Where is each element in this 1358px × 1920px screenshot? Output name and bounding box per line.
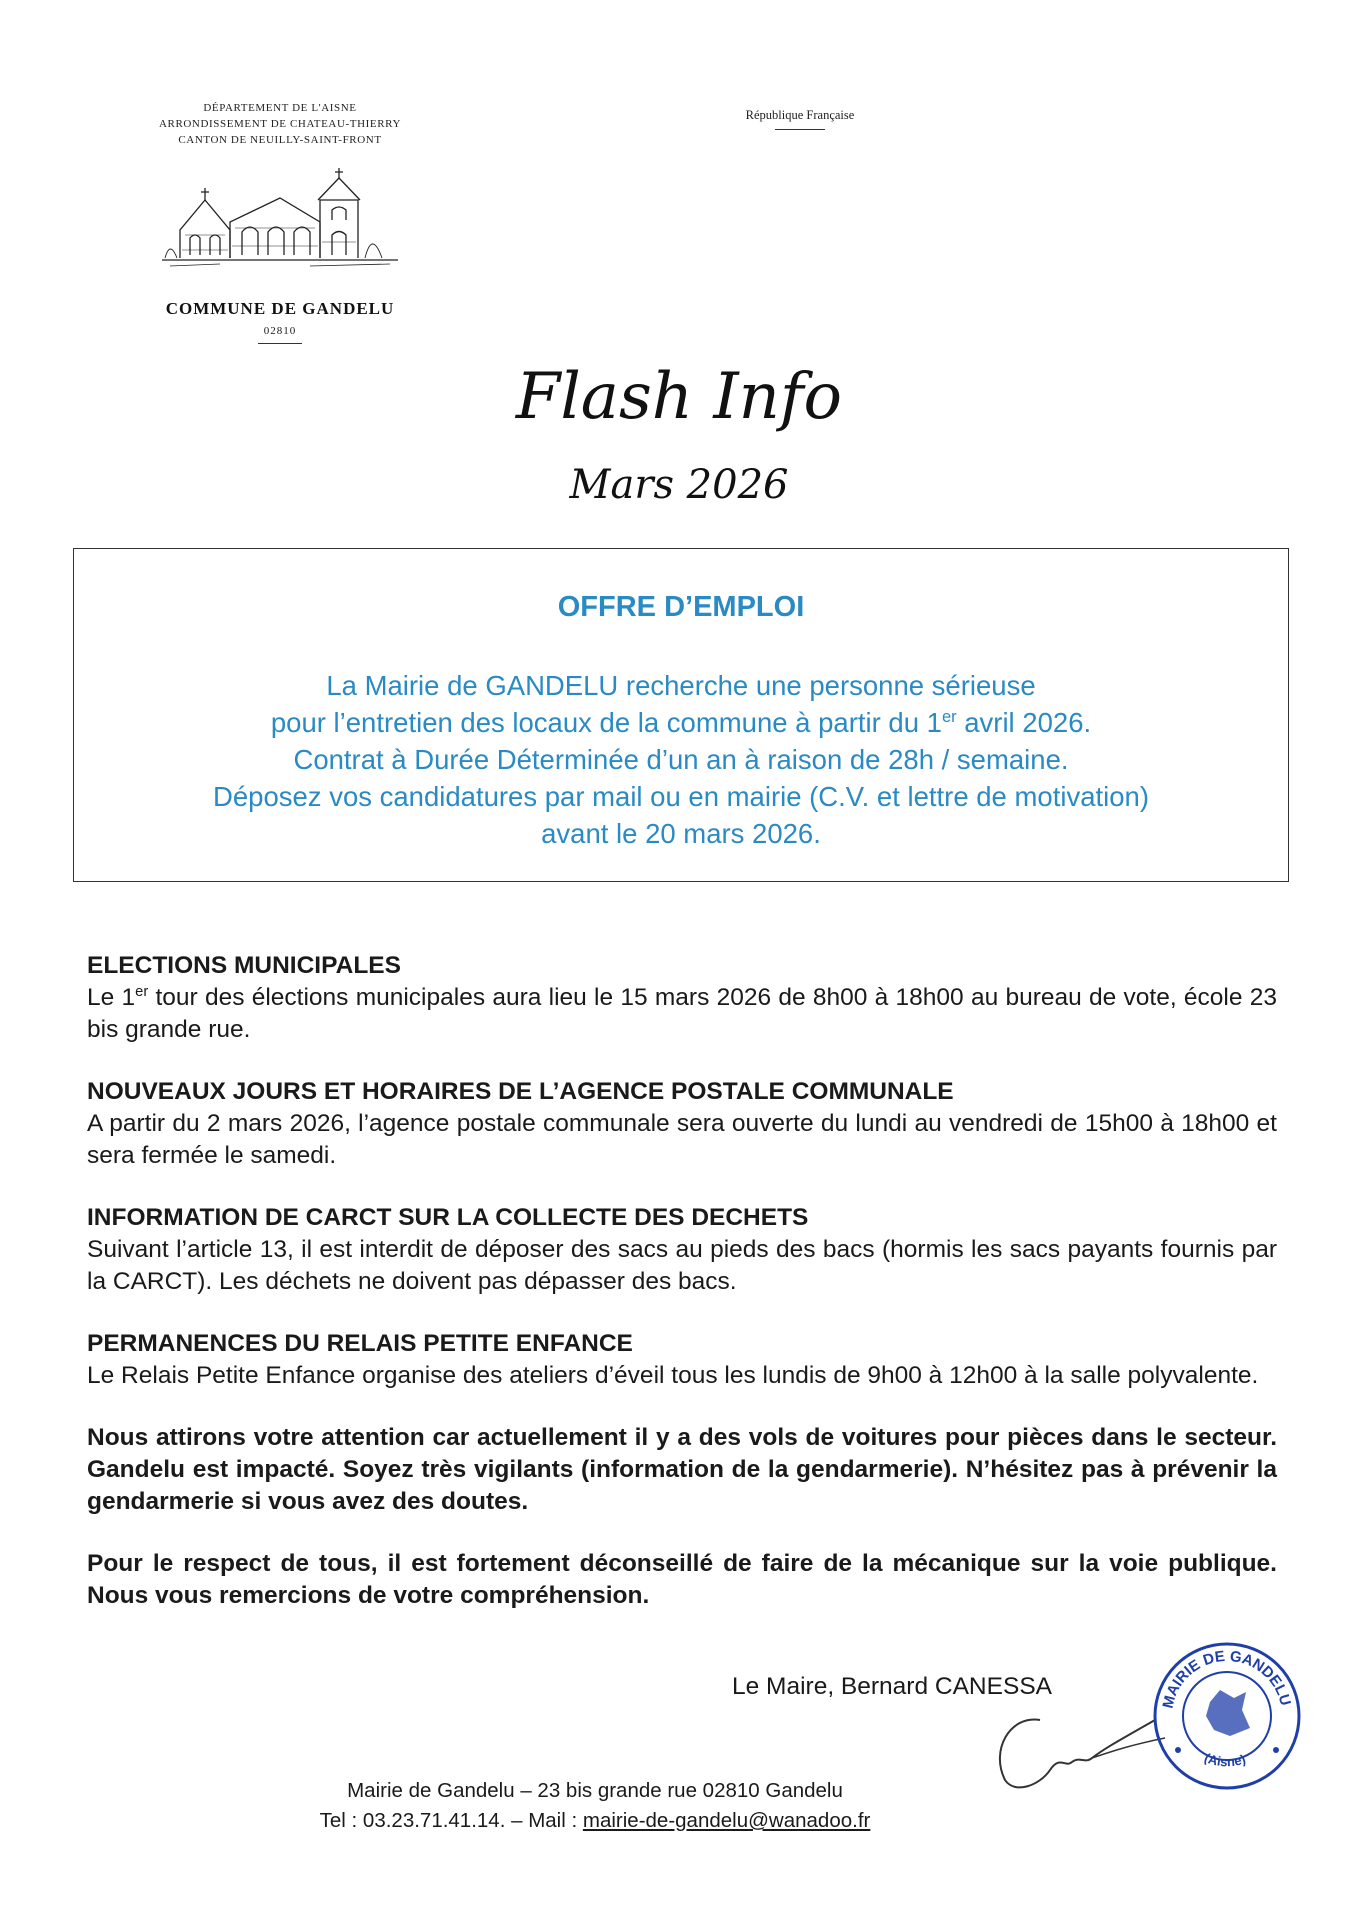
job-offer-line-4: Déposez vos candidatures par mail ou en mairie (C.V. et lettre de motivation) bbox=[213, 781, 1149, 812]
section-title: PERMANENCES DU RELAIS PETITE ENFANCE bbox=[87, 1330, 633, 1357]
page-month: Mars 2026 bbox=[569, 462, 789, 508]
section-text bbox=[87, 982, 1277, 1046]
section-title: INFORMATION DE CARCT SUR LA COLLECTE DES DECHETS bbox=[87, 1204, 809, 1231]
job-offer-title: OFFRE D’EMPLOI bbox=[557, 591, 805, 623]
job-offer-line-3: Contrat à Durée Déterminée d’un an à raison de 28h / semaine. bbox=[293, 744, 1069, 775]
section-relais bbox=[87, 1328, 1277, 1392]
mechanics-warning: Pour le respect de tous, il est fortement déconseillé de faire de la mécanique sur la voie publique. Nous vous remercions de votre compréhension. bbox=[87, 1550, 1277, 1609]
footer-contact-pre: Tel : 03.23.71.41.14. – Mail : bbox=[319, 1809, 583, 1832]
theft-warning: Nous attirons votre attention car actuellement il y a des vols de voitures pour pièces dans le secteur. Gandelu est impacté. Soyez très vigilants (information de la gendarmerie). N’hésitez pas à prévenir la gendarmerie si vous avez des doutes. bbox=[87, 1424, 1277, 1515]
section-carct bbox=[87, 1202, 1277, 1298]
svg-text:(Aisne) bbox=[1202, 1750, 1247, 1769]
arrondissement-line: ARRONDISSEMENT DE CHATEAU-THIERRY bbox=[158, 118, 402, 130]
job-offer-line-2-sup: er bbox=[941, 707, 957, 726]
job-offer-line-5: avant le 20 mars 2026. bbox=[541, 818, 821, 849]
commune-header bbox=[130, 100, 430, 344]
elections-text-pre: Le 1 bbox=[87, 984, 136, 1011]
section-title: NOUVEAUX JOURS ET HORAIRES DE L’AGENCE POSTALE COMMUNALE bbox=[87, 1078, 954, 1105]
postcode: 02810 bbox=[263, 325, 297, 337]
job-offer-text bbox=[74, 667, 1288, 852]
header-rule bbox=[258, 343, 302, 344]
footer-address: Mairie de Gandelu – 23 bis grande rue 02810 Gandelu bbox=[347, 1779, 843, 1802]
page-title: Flash Info bbox=[515, 360, 843, 434]
section-title: ELECTIONS MUNICIPALES bbox=[87, 952, 401, 979]
mayor-signature-line: Le Maire, Bernard CANESSA bbox=[732, 1673, 1052, 1700]
section-elections bbox=[87, 950, 1277, 1046]
section-text: A partir du 2 mars 2026, l’agence postale communale sera ouverte du lundi au vendredi de 15h00 à 18h00 et sera fermée le samedi. bbox=[87, 1110, 1277, 1169]
job-offer-line-2-post: avril 2026. bbox=[956, 707, 1092, 738]
church-illustration bbox=[160, 160, 400, 275]
section-text: Suivant l’article 13, il est interdit de déposer des sacs au pieds des bacs (hormis les sacs payants fournis par la CARCT). Les déchets ne doivent pas dépasser des bacs. bbox=[87, 1236, 1277, 1295]
republique-rule bbox=[775, 129, 825, 130]
republique-header bbox=[720, 108, 880, 130]
stamp-text-top: MAIRIE DE GANDELU bbox=[1159, 1647, 1294, 1711]
mairie-stamp bbox=[1150, 1640, 1304, 1792]
page-footer bbox=[0, 1776, 1190, 1836]
job-offer-box bbox=[73, 548, 1289, 882]
section-postal bbox=[87, 1076, 1277, 1172]
footer-contact bbox=[0, 1806, 1190, 1836]
departement-line: DÉPARTEMENT DE L'AISNE bbox=[203, 102, 357, 114]
republique-text: République Française bbox=[745, 108, 855, 122]
job-offer-line-1: La Mairie de GANDELU recherche une personne sérieuse bbox=[326, 670, 1036, 701]
section-text: Le Relais Petite Enfance organise des ateliers d’éveil tous les lundis de 9h00 à 12h00 à la salle polyvalente. bbox=[87, 1362, 1259, 1389]
elections-text-post: tour des élections municipales aura lieu le 15 mars 2026 de 8h00 à 18h00 au bureau de vote, école 23 bis grande rue. bbox=[87, 984, 1277, 1043]
email-link[interactable]: mairie-de-gandelu@wanadoo.fr bbox=[582, 1809, 871, 1832]
elections-text-sup: er bbox=[135, 983, 149, 1000]
stamp-text-bottom: (Aisne) bbox=[1202, 1749, 1248, 1770]
commune-name: COMMUNE DE GANDELU bbox=[165, 299, 395, 318]
job-offer-line-2 bbox=[74, 704, 1288, 741]
announcements bbox=[87, 950, 1277, 1642]
canton-line: CANTON DE NEUILLY-SAINT-FRONT bbox=[178, 134, 382, 146]
job-offer-line-2-pre: pour l’entretien des locaux de la commune à partir du 1 bbox=[270, 707, 942, 738]
